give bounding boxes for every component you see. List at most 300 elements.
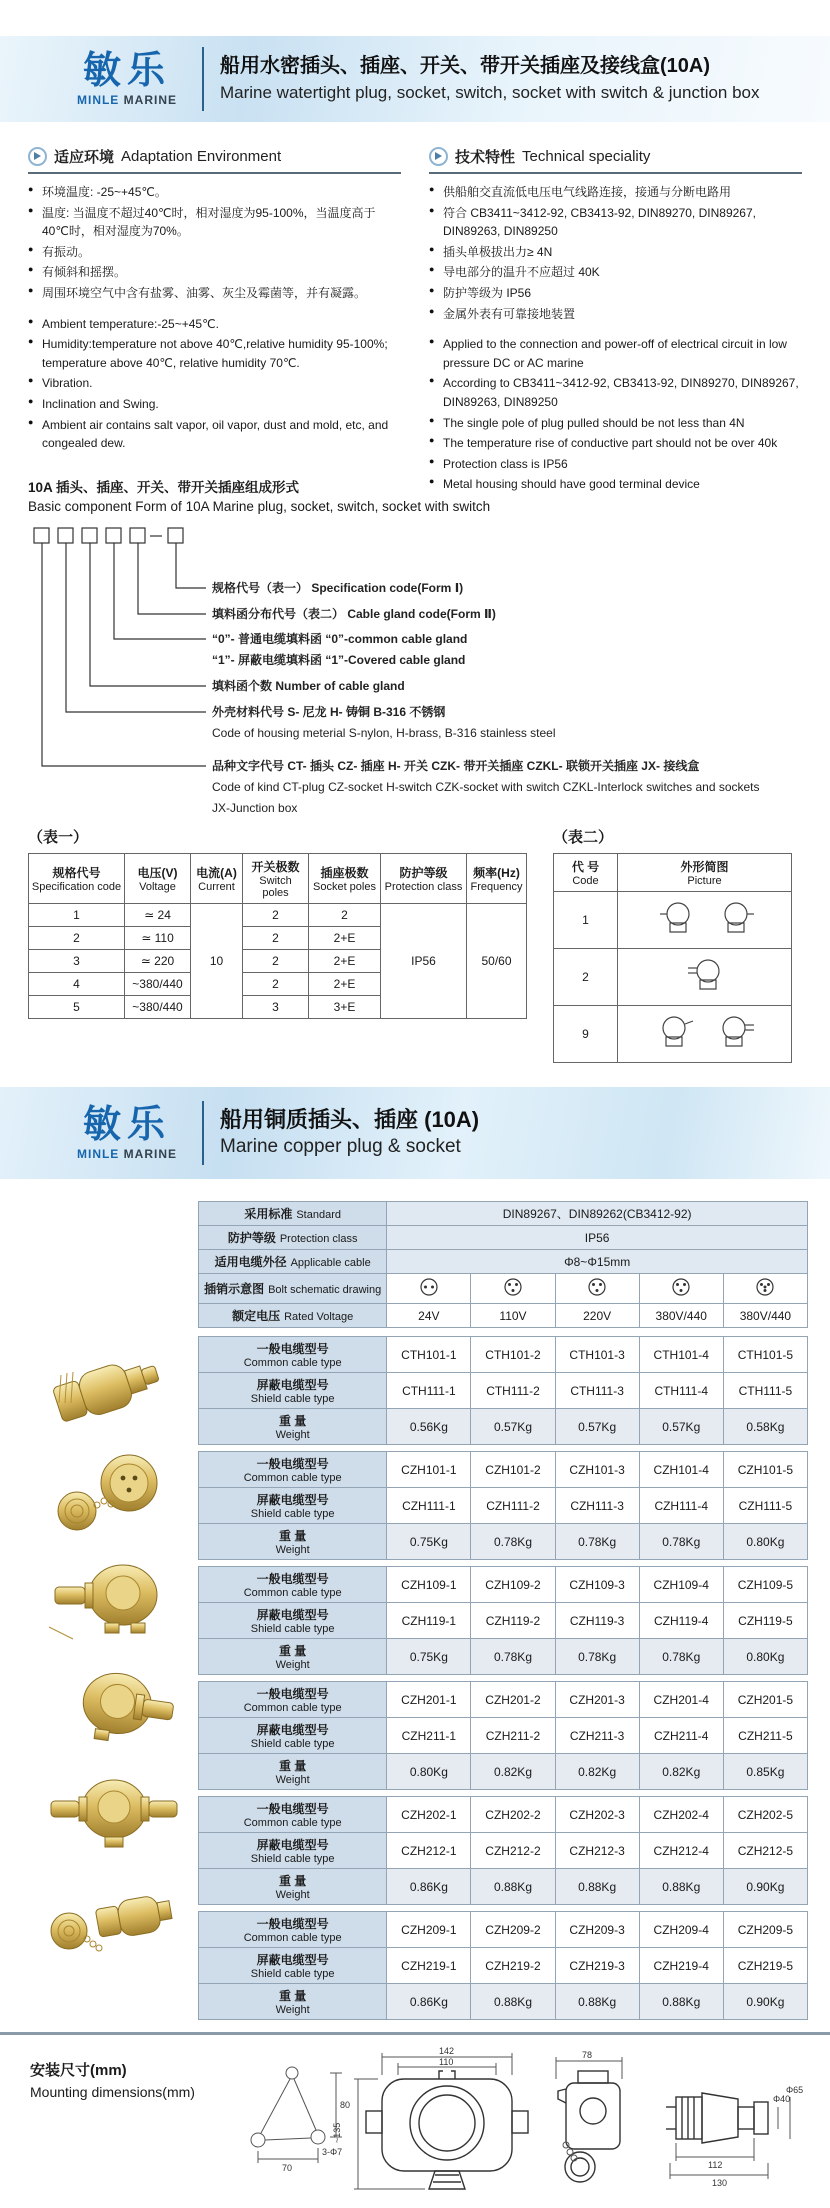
common-type-cell: CZH109-4 [639, 1567, 723, 1603]
common-type-cell: CZH101-3 [555, 1452, 639, 1488]
header-band-copper [0, 1087, 830, 1179]
row-label-cn: 重 量 [278, 1529, 307, 1543]
table-row [199, 1984, 808, 2020]
row-label-en: Common cable type [243, 1817, 342, 1829]
product-group-table [198, 1796, 808, 1905]
bullet-item: ● 周围环境空气中含有盐雾、油雾、灰尘及霉菌等，并有凝露。 [28, 284, 401, 303]
bullet-item: ● Ambient temperature:-25~+45℃. [28, 315, 401, 334]
table-row [29, 904, 527, 927]
common-type-cell: CZH109-1 [387, 1567, 471, 1603]
switch-poles-cell: 2 [243, 973, 309, 996]
row-label-cn: 一般电缆型号 [256, 1457, 329, 1471]
row-label [199, 1337, 387, 1373]
table-row [554, 949, 792, 1006]
voltage-cell: ≃ 24 [125, 904, 191, 927]
shield-type-cell: CZH211-1 [387, 1718, 471, 1754]
bullet-item: ● Protection class is IP56 [429, 455, 802, 474]
bolt-drawing-cell [471, 1274, 555, 1304]
mounting-title [30, 2045, 230, 2208]
column-header [467, 854, 527, 904]
product-photo-socket-gland [30, 1657, 198, 1752]
weight-cell: 0.82Kg [555, 1754, 639, 1790]
table-row [554, 892, 792, 949]
row-label-en: Weight [275, 1429, 310, 1441]
bullet-item: ● 有振动。 [28, 243, 401, 262]
common-type-cell: CZH109-2 [471, 1567, 555, 1603]
bolt-drawing-cell [387, 1274, 471, 1304]
bullet-item: ● Ambient air contains salt vapor, oil vapor, dust and mold, etc, and congealed dew. [28, 416, 401, 453]
row-label-cn: 重 量 [278, 1874, 307, 1888]
spec-code-cell: 5 [29, 996, 125, 1019]
weight-cell: 0.88Kg [639, 1869, 723, 1905]
row-label [199, 1833, 387, 1869]
component-form-section [0, 474, 830, 822]
table-row [29, 854, 527, 904]
section-title [429, 146, 802, 174]
section-title-cn: 适应环境 [54, 149, 115, 166]
shield-type-cell: CZH119-1 [387, 1603, 471, 1639]
row-label-cn: 一般电缆型号 [256, 1687, 329, 1701]
common-type-cell: CZH101-2 [471, 1452, 555, 1488]
common-type-cell: CTH101-5 [723, 1337, 807, 1373]
common-type-cell: CZH101-5 [723, 1452, 807, 1488]
pin-layout-icon [671, 1277, 691, 1297]
product-group-table [198, 1911, 808, 2020]
rated-voltage-cell: 110V [471, 1304, 555, 1328]
meta-label: 防护等级 Protection class [199, 1226, 387, 1250]
product-group-table [198, 1451, 808, 1560]
column-header [29, 854, 125, 904]
weight-cell: 0.56Kg [387, 1409, 471, 1445]
row-label [199, 1754, 387, 1790]
header-en: Socket poles [313, 881, 376, 893]
meta-label: 采用标准 Standard [199, 1202, 387, 1226]
header-cn: 频率(Hz) [473, 866, 520, 880]
protection-cell: IP56 [381, 904, 467, 1019]
shield-type-cell: CTH111-4 [639, 1373, 723, 1409]
gland-layout-picture [630, 955, 780, 997]
header-cn: 电压(V) [137, 866, 178, 880]
bolt-drawing-cell [639, 1274, 723, 1304]
common-type-cell: CTH101-4 [639, 1337, 723, 1373]
table-row [554, 1006, 792, 1063]
voltage-cell: ≃ 110 [125, 927, 191, 950]
row-label-cn: 屏蔽电缆型号 [256, 1953, 329, 1967]
socket-poles-cell: 2+E [309, 927, 381, 950]
shield-type-cell: CTH111-3 [555, 1373, 639, 1409]
row-label [199, 1524, 387, 1560]
bullet-item: ● Humidity:temperature not above 40℃,relative humidity 95-100%; temperature above 40℃, relative humidity 70℃. [28, 335, 401, 372]
row-label-cn: 一般电缆型号 [256, 1342, 329, 1356]
svg-text:112: 112 [708, 2160, 723, 2170]
row-label-cn: 重 量 [278, 1644, 307, 1658]
meta-value: DIN89267、DIN89262(CB3412-92) [387, 1202, 808, 1226]
row-label-cn: 屏蔽电缆型号 [256, 1608, 329, 1622]
section-title-en: Adaptation Environment [121, 148, 282, 165]
column-header [191, 854, 243, 904]
pin-layout-icon [503, 1277, 523, 1297]
common-type-cell: CTH101-3 [555, 1337, 639, 1373]
header-en: Frequency [470, 881, 523, 893]
bullet-item: ● Metal housing should have good terminal device [429, 475, 802, 494]
row-label-en: Common cable type [243, 1702, 342, 1714]
table-row [199, 1202, 808, 1226]
brand-logo-en: MINLE MARINE [76, 93, 178, 107]
form2-caption: （表二） [553, 829, 614, 846]
row-label-cn: 重 量 [278, 1989, 307, 2003]
column-header [125, 854, 191, 904]
meta-value: Φ8~Φ15mm [387, 1250, 808, 1274]
common-type-cell: CTH101-1 [387, 1337, 471, 1373]
diagram-label: “1”- 屏蔽电缆填料函 “1”-Covered cable gland [212, 653, 466, 667]
code-diagram-lines [28, 526, 802, 822]
weight-cell: 0.88Kg [555, 1869, 639, 1905]
meta-label: 插销示意图 Bolt schematic drawing [199, 1274, 387, 1304]
weight-cell: 0.78Kg [555, 1524, 639, 1560]
row-label [199, 1682, 387, 1718]
weight-cell: 0.78Kg [639, 1639, 723, 1675]
bullet-item: ● 供船舶交直流低电压电气线路连接，接通与分断电路用 [429, 183, 802, 202]
gland-layout-picture [630, 1012, 780, 1054]
shield-type-cell: CZH211-5 [723, 1718, 807, 1754]
shield-type-cell: CZH212-1 [387, 1833, 471, 1869]
row-label-en: Weight [275, 1774, 310, 1786]
arrow-circle-icon [429, 147, 448, 166]
page-title-en: Marine watertight plug, socket, switch, socket with switch & junction box [220, 83, 760, 102]
table-row [199, 1948, 808, 1984]
table-row [199, 1337, 808, 1373]
row-label [199, 1869, 387, 1905]
common-type-cell: CZH201-1 [387, 1682, 471, 1718]
weight-cell: 0.57Kg [639, 1409, 723, 1445]
row-label-en: Weight [275, 1544, 310, 1556]
row-label [199, 1639, 387, 1675]
table-row [199, 1250, 808, 1274]
table-row [199, 1524, 808, 1560]
form1-caption: （表一） [28, 829, 89, 846]
row-label-cn: 屏蔽电缆型号 [256, 1493, 329, 1507]
header-cn: 防护等级 [399, 866, 448, 880]
column-header: 外形简图 Picture [618, 854, 792, 892]
spec-meta-table [198, 1201, 808, 1328]
voltage-cell: ~380/440 [125, 996, 191, 1019]
table-row [199, 1718, 808, 1754]
code-cell: 1 [554, 892, 618, 949]
bullet-item: ● Inclination and Swing. [28, 395, 401, 414]
adaptation-environment-section [28, 146, 401, 474]
weight-cell: 0.90Kg [723, 1984, 807, 2020]
meta-value: IP56 [387, 1226, 808, 1250]
bolt-drawing-cell [555, 1274, 639, 1304]
common-type-cell: CZH202-5 [723, 1797, 807, 1833]
shield-type-cell: CTH111-5 [723, 1373, 807, 1409]
weight-cell: 0.78Kg [471, 1524, 555, 1560]
brand-logo-cn: 敏乐 [82, 1104, 171, 1146]
page-title-cn: 船用铜质插头、插座 (10A) [220, 1107, 480, 1132]
page-title-cn: 船用水密插头、插座、开关、带开关插座及接线盒(10A) [220, 55, 711, 77]
brand-logo [62, 1105, 192, 1161]
shield-type-cell: CZH111-4 [639, 1488, 723, 1524]
bullet-item: ● 导电部分的温升不应超过 40K [429, 263, 802, 282]
svg-text:3-Φ7: 3-Φ7 [322, 2147, 343, 2157]
picture-cell [618, 949, 792, 1006]
common-type-cell: CZH209-4 [639, 1912, 723, 1948]
row-label-en: Common cable type [243, 1357, 342, 1369]
shield-type-cell: CZH111-5 [723, 1488, 807, 1524]
common-type-cell: CZH209-5 [723, 1912, 807, 1948]
shield-type-cell: CZH219-1 [387, 1948, 471, 1984]
section-title [28, 146, 401, 174]
meta-label: 额定电压 Rated Voltage [199, 1304, 387, 1328]
component-form-title-en: Basic component Form of 10A Marine plug, socket, switch, socket with switch [28, 499, 491, 514]
shield-type-cell: CZH111-2 [471, 1488, 555, 1524]
voltage-cell: ~380/440 [125, 973, 191, 996]
brand-logo [62, 51, 192, 107]
mounting-drawings [230, 2045, 808, 2208]
header-en: Current [198, 881, 235, 893]
rated-voltage-cell: 220V [555, 1304, 639, 1328]
diagram-label: 外壳材料代号 S- 尼龙 H- 铸铜 B-316 不锈钢 [212, 705, 446, 719]
frequency-cell: 50/60 [467, 904, 527, 1019]
row-label-en: Common cable type [243, 1587, 342, 1599]
page-title-block [220, 52, 760, 106]
gland-layout-picture [630, 898, 780, 940]
row-label-en: Shield cable type [250, 1738, 335, 1750]
weight-cell: 0.90Kg [723, 1869, 807, 1905]
row-label-en: Shield cable type [250, 1968, 335, 1980]
row-label-en: Weight [275, 2004, 310, 2016]
pin-layout-icon [587, 1277, 607, 1297]
product-photo-plug [30, 1339, 198, 1434]
socket-poles-cell: 2 [309, 904, 381, 927]
bullet-item: ● The single pole of plug pulled should be not less than 4N [429, 414, 802, 433]
rated-voltage-cell: 380V/440 [723, 1304, 807, 1328]
table-row [199, 1639, 808, 1675]
row-label-en: Shield cable type [250, 1508, 335, 1520]
table-row [199, 1304, 808, 1328]
row-label-en: Common cable type [243, 1472, 342, 1484]
bullet-item: ● 金属外表有可靠接地装置 [429, 305, 802, 324]
product-groups [198, 1336, 808, 2020]
svg-text:142: 142 [439, 2046, 455, 2056]
row-label [199, 1984, 387, 2020]
table-row [199, 1869, 808, 1905]
switch-poles-cell: 3 [243, 996, 309, 1019]
weight-cell: 0.57Kg [555, 1409, 639, 1445]
row-label-en: Shield cable type [250, 1623, 335, 1635]
row-label-cn: 屏蔽电缆型号 [256, 1723, 329, 1737]
common-type-cell: CZH209-2 [471, 1912, 555, 1948]
brand-logo-en: MINLE MARINE [76, 1147, 178, 1161]
technical-speciality-section [429, 146, 802, 492]
bullet-item: ● According to CB3411~3412-92, CB3413-92, DIN89270, DIN89267, DIN89263, DIN89250 [429, 374, 802, 411]
product-group-table [198, 1336, 808, 1445]
diagram-label: 填料函分布代号（表二） Cable gland code(Form Ⅱ) [212, 607, 496, 621]
product-photo-socket-cap [30, 1445, 198, 1540]
common-type-cell: CZH209-1 [387, 1912, 471, 1948]
shield-type-cell: CZH212-3 [555, 1833, 639, 1869]
table-row [199, 1274, 808, 1304]
row-label [199, 1567, 387, 1603]
row-label-en: Common cable type [243, 1932, 342, 1944]
table-row [199, 1754, 808, 1790]
svg-text:110: 110 [439, 2057, 454, 2067]
shield-type-cell: CZH211-3 [555, 1718, 639, 1754]
shield-type-cell: CZH111-1 [387, 1488, 471, 1524]
product-photos-column [30, 1201, 198, 2026]
column-header [381, 854, 467, 904]
table-row [199, 1833, 808, 1869]
shield-type-cell: CZH119-3 [555, 1603, 639, 1639]
common-type-cell: CZH201-5 [723, 1682, 807, 1718]
voltage-cell: ≃ 220 [125, 950, 191, 973]
weight-cell: 0.78Kg [471, 1639, 555, 1675]
weight-cell: 0.88Kg [555, 1984, 639, 2020]
weight-cell: 0.75Kg [387, 1639, 471, 1675]
spec-code-cell: 2 [29, 927, 125, 950]
row-label-cn: 重 量 [278, 1414, 307, 1428]
section-title-en: Technical speciality [522, 148, 651, 165]
spec-code-cell: 3 [29, 950, 125, 973]
common-type-cell: CZH201-4 [639, 1682, 723, 1718]
technical-list-cn [429, 183, 802, 323]
mounting-title-en: Mounting dimensions(mm) [30, 2084, 195, 2100]
table-row [199, 1912, 808, 1948]
bullet-item: ● 有倾斜和摇摆。 [28, 263, 401, 282]
row-label [199, 1603, 387, 1639]
row-label [199, 1912, 387, 1948]
svg-text:80: 80 [340, 2100, 351, 2110]
mounting-dimensions-section [0, 2032, 830, 2208]
table-row [199, 1603, 808, 1639]
header-en: Protection class [384, 881, 463, 893]
common-type-cell: CTH101-2 [471, 1337, 555, 1373]
common-type-cell: CZH201-3 [555, 1682, 639, 1718]
common-type-cell: CZH202-4 [639, 1797, 723, 1833]
table-row [554, 854, 792, 892]
product-group-table [198, 1681, 808, 1790]
divider [202, 1101, 204, 1165]
product-photo-socket-two-glands [30, 1763, 198, 1858]
section-title-cn: 技术特性 [455, 149, 516, 166]
diagram-label: “0”- 普通电缆填料函 “0”-common cable gland [212, 632, 468, 646]
header-en: Specification code [31, 881, 122, 893]
row-label-cn: 重 量 [278, 1759, 307, 1773]
table-row [199, 1226, 808, 1250]
row-label [199, 1948, 387, 1984]
weight-cell: 0.88Kg [471, 1984, 555, 2020]
row-label [199, 1373, 387, 1409]
table-row [199, 1797, 808, 1833]
shield-type-cell: CZH119-4 [639, 1603, 723, 1639]
form1-table [28, 853, 527, 1019]
product-photo-plug-socket-pair [30, 1869, 198, 1964]
product-group-table [198, 1566, 808, 1675]
table-row [199, 1373, 808, 1409]
pin-layout-icon [755, 1277, 775, 1297]
header-cn: 电流(A) [196, 866, 237, 880]
diagram-label: Code of housing meterial S-nylon, H-brass, B-316 stainless steel [212, 726, 556, 740]
bullet-item: ● 符合 CB3411~3412-92, CB3413-92, DIN89270, DIN89267, DIN89263, DIN89250 [429, 204, 802, 241]
switch-poles-cell: 2 [243, 927, 309, 950]
shield-type-cell: CZH219-2 [471, 1948, 555, 1984]
socket-poles-cell: 2+E [309, 973, 381, 996]
shield-type-cell: CZH219-4 [639, 1948, 723, 1984]
row-label [199, 1718, 387, 1754]
code-cell: 9 [554, 1006, 618, 1063]
row-label [199, 1797, 387, 1833]
weight-cell: 0.78Kg [639, 1524, 723, 1560]
row-label-cn: 屏蔽电缆型号 [256, 1378, 329, 1392]
form-tables-section [0, 826, 830, 1063]
row-label-en: Shield cable type [250, 1393, 335, 1405]
header-band-watertight [0, 36, 830, 122]
shield-type-cell: CZH211-2 [471, 1718, 555, 1754]
form1-block [28, 826, 527, 1063]
row-label-cn: 一般电缆型号 [256, 1572, 329, 1586]
bullet-item: ● 环境温度: -25~+45℃。 [28, 183, 401, 202]
svg-text:~135: ~135 [332, 2122, 342, 2143]
header-en: Voltage [139, 881, 176, 893]
diagram-label: 填料函个数 Number of cable gland [212, 679, 405, 693]
form2-table [553, 853, 792, 1063]
header-cn: 开关极数 [251, 860, 300, 874]
shield-type-cell: CTH111-1 [387, 1373, 471, 1409]
bullet-item: ● Vibration. [28, 374, 401, 393]
weight-cell: 0.80Kg [387, 1754, 471, 1790]
row-label-cn: 一般电缆型号 [256, 1917, 329, 1931]
common-type-cell: CZH101-1 [387, 1452, 471, 1488]
weight-cell: 0.75Kg [387, 1524, 471, 1560]
switch-poles-cell: 2 [243, 904, 309, 927]
common-type-cell: CZH101-4 [639, 1452, 723, 1488]
shield-type-cell: CZH212-2 [471, 1833, 555, 1869]
row-label-en: Shield cable type [250, 1853, 335, 1865]
column-header [243, 854, 309, 904]
shield-type-cell: CZH219-3 [555, 1948, 639, 1984]
column-header [309, 854, 381, 904]
code-cell: 2 [554, 949, 618, 1006]
bullet-item: ● The temperature rise of conductive part should not be over 40k [429, 434, 802, 453]
shield-type-cell: CZH111-3 [555, 1488, 639, 1524]
weight-cell: 0.80Kg [723, 1639, 807, 1675]
svg-text:Φ40: Φ40 [773, 2094, 791, 2104]
weight-cell: 0.57Kg [471, 1409, 555, 1445]
table-row [199, 1452, 808, 1488]
mounting-title-cn: 安装尺寸(mm) [30, 2062, 127, 2079]
diagram-label: Code of kind CT-plug CZ-socket H-switch CZK-socket with switch CZKL-Interlock switches and sockets [212, 780, 760, 794]
table-row [199, 1567, 808, 1603]
socket-poles-cell: 3+E [309, 996, 381, 1019]
bullet-item: ● 温度: 当温度不超过40℃时，相对湿度为95-100%，当温度高于40℃时，相对湿度为70%。 [28, 204, 401, 241]
weight-cell: 0.88Kg [471, 1869, 555, 1905]
pin-layout-icon [419, 1277, 439, 1297]
meta-label: 适用电缆外径 Applicable cable [199, 1250, 387, 1274]
weight-cell: 0.82Kg [639, 1754, 723, 1790]
common-type-cell: CZH202-2 [471, 1797, 555, 1833]
switch-poles-cell: 2 [243, 950, 309, 973]
current-cell: 10 [191, 904, 243, 1019]
row-label-cn: 屏蔽电缆型号 [256, 1838, 329, 1852]
row-label-en: Weight [275, 1659, 310, 1671]
dimension-drawing [230, 2045, 808, 2203]
weight-cell: 0.82Kg [471, 1754, 555, 1790]
weight-cell: 0.80Kg [723, 1524, 807, 1560]
table-row [199, 1488, 808, 1524]
picture-cell [618, 1006, 792, 1063]
product-spec-section [0, 1201, 830, 2026]
catalog-page [0, 36, 830, 2193]
